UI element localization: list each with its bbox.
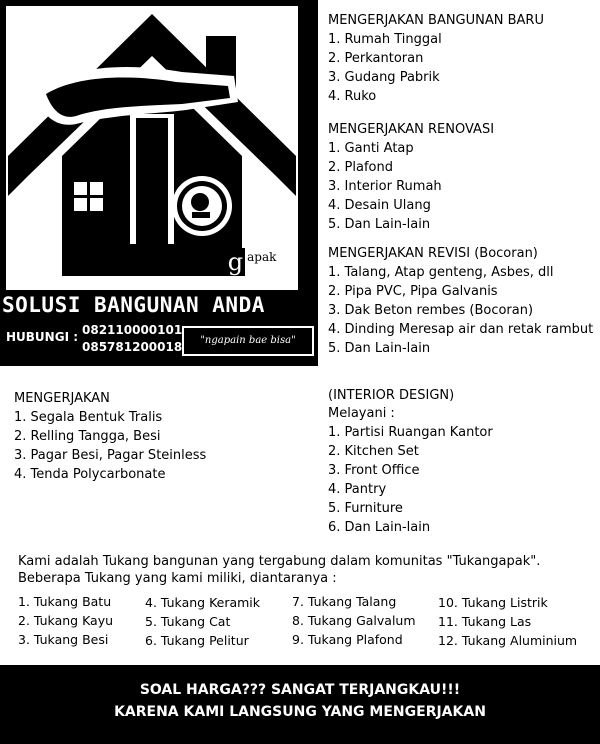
- slogan: SOLUSI BANGUNAN ANDA: [2, 293, 265, 317]
- section-title: MENGERJAKAN: [14, 391, 110, 406]
- service-list: [328, 423, 493, 537]
- list-item: 2. Plafond: [328, 160, 393, 175]
- brand-wordmark: [150, 248, 276, 276]
- section-subtitle: Melayani :: [328, 406, 395, 421]
- list-item: 1. Ganti Atap: [328, 141, 414, 156]
- footer-banner: [0, 665, 600, 744]
- list-item: 4. Dinding Meresap air dan retak rambut: [328, 322, 594, 337]
- section-title: MENGERJAKAN REVISI (Bocoran): [328, 246, 538, 261]
- section-renovasi: [328, 121, 494, 234]
- list-item: 3. Pagar Besi, Pagar Steinless: [14, 448, 207, 463]
- list-item: 9. Tukang Plafond: [292, 632, 403, 647]
- intro-line-2: Beberapa Tukang yang kami miliki, diantaranya :: [18, 571, 337, 586]
- list-item: 3. Dak Beton rembes (Bocoran): [328, 303, 534, 318]
- list-item: 11. Tukang Las: [438, 614, 532, 629]
- phone-1[interactable]: 082110000101: [82, 323, 183, 337]
- list-item: 7. Tukang Talang: [292, 594, 397, 609]
- list-item: 2. Relling Tangga, Besi: [14, 429, 161, 444]
- brand-suffix: apak: [247, 250, 277, 264]
- section-title: MENGERJAKAN RENOVASI: [328, 122, 495, 137]
- list-item: 4. Tenda Polycarbonate: [14, 467, 166, 482]
- list-item: 2. Kitchen Set: [328, 444, 419, 459]
- service-list: [328, 263, 593, 358]
- section-revisi: [328, 245, 593, 358]
- list-item: 1. Tukang Batu: [18, 594, 112, 609]
- list-item: 8. Tukang Galvalum: [292, 613, 416, 628]
- brand-main: Tukan: [150, 248, 226, 276]
- footer-line-1: SOAL HARGA??? SANGAT TERJANGKAU!!!: [139, 682, 461, 698]
- list-item: 4. Ruko: [328, 89, 377, 104]
- list-item: 4. Pantry: [328, 482, 387, 497]
- list-item: 2. Tukang Kayu: [18, 613, 114, 628]
- list-item: 3. Tukang Besi: [18, 632, 109, 647]
- list-item: 5. Dan Lain-lain: [328, 217, 431, 232]
- tukang-column-1: [18, 592, 113, 649]
- list-item: 5. Furniture: [328, 501, 403, 516]
- tukang-column-2: [145, 593, 260, 650]
- list-item: 2. Pipa PVC, Pipa Galvanis: [328, 284, 498, 299]
- service-list: [328, 139, 494, 234]
- section-title: (INTERIOR DESIGN): [328, 388, 455, 403]
- brand-g: g: [227, 248, 244, 276]
- list-item: 1. Segala Bentuk Tralis: [14, 410, 163, 425]
- list-item: 3. Interior Rumah: [328, 179, 442, 194]
- list-item: 5. Tukang Cat: [145, 614, 231, 629]
- list-item: 10. Tukang Listrik: [438, 595, 548, 610]
- list-item: 4. Tukang Keramik: [145, 595, 261, 610]
- phone-2[interactable]: 085781200018: [82, 340, 183, 354]
- footer-line-2: KARENA KAMI LANGSUNG YANG MENGERJAKAN: [114, 704, 486, 720]
- list-item: 6. Dan Lain-lain: [328, 520, 431, 535]
- contact-label: HUBUNGI :: [6, 330, 79, 344]
- list-item: 1. Rumah Tinggal: [328, 32, 442, 47]
- list-item: 3. Gudang Pabrik: [328, 70, 440, 85]
- service-list: [14, 408, 206, 484]
- list-item: 4. Desain Ulang: [328, 198, 431, 213]
- list-item: 1. Talang, Atap genteng, Asbes, dll: [328, 265, 554, 280]
- tukang-column-3: [292, 592, 416, 649]
- list-item: 6. Tukang Pelitur: [145, 633, 249, 648]
- list-item: 3. Front Office: [328, 463, 420, 478]
- tukang-column-4: [438, 593, 577, 650]
- list-item: 5. Dan Lain-lain: [328, 341, 431, 356]
- section-interior: [328, 387, 493, 537]
- list-item: 1. Partisi Ruangan Kantor: [328, 425, 493, 440]
- section-bangunan-baru: [328, 12, 544, 106]
- service-list: [328, 30, 544, 106]
- list-item: 2. Perkantoran: [328, 51, 424, 66]
- tagline: "ngapain bae bisa": [182, 326, 314, 356]
- intro-line-1: Kami adalah Tukang bangunan yang tergabung dalam komunitas "Tukangapak".: [18, 554, 541, 569]
- section-title: MENGERJAKAN BANGUNAN BARU: [328, 13, 544, 28]
- list-item: 12. Tukang Aluminium: [438, 633, 578, 648]
- section-mengerjakan: [14, 390, 206, 484]
